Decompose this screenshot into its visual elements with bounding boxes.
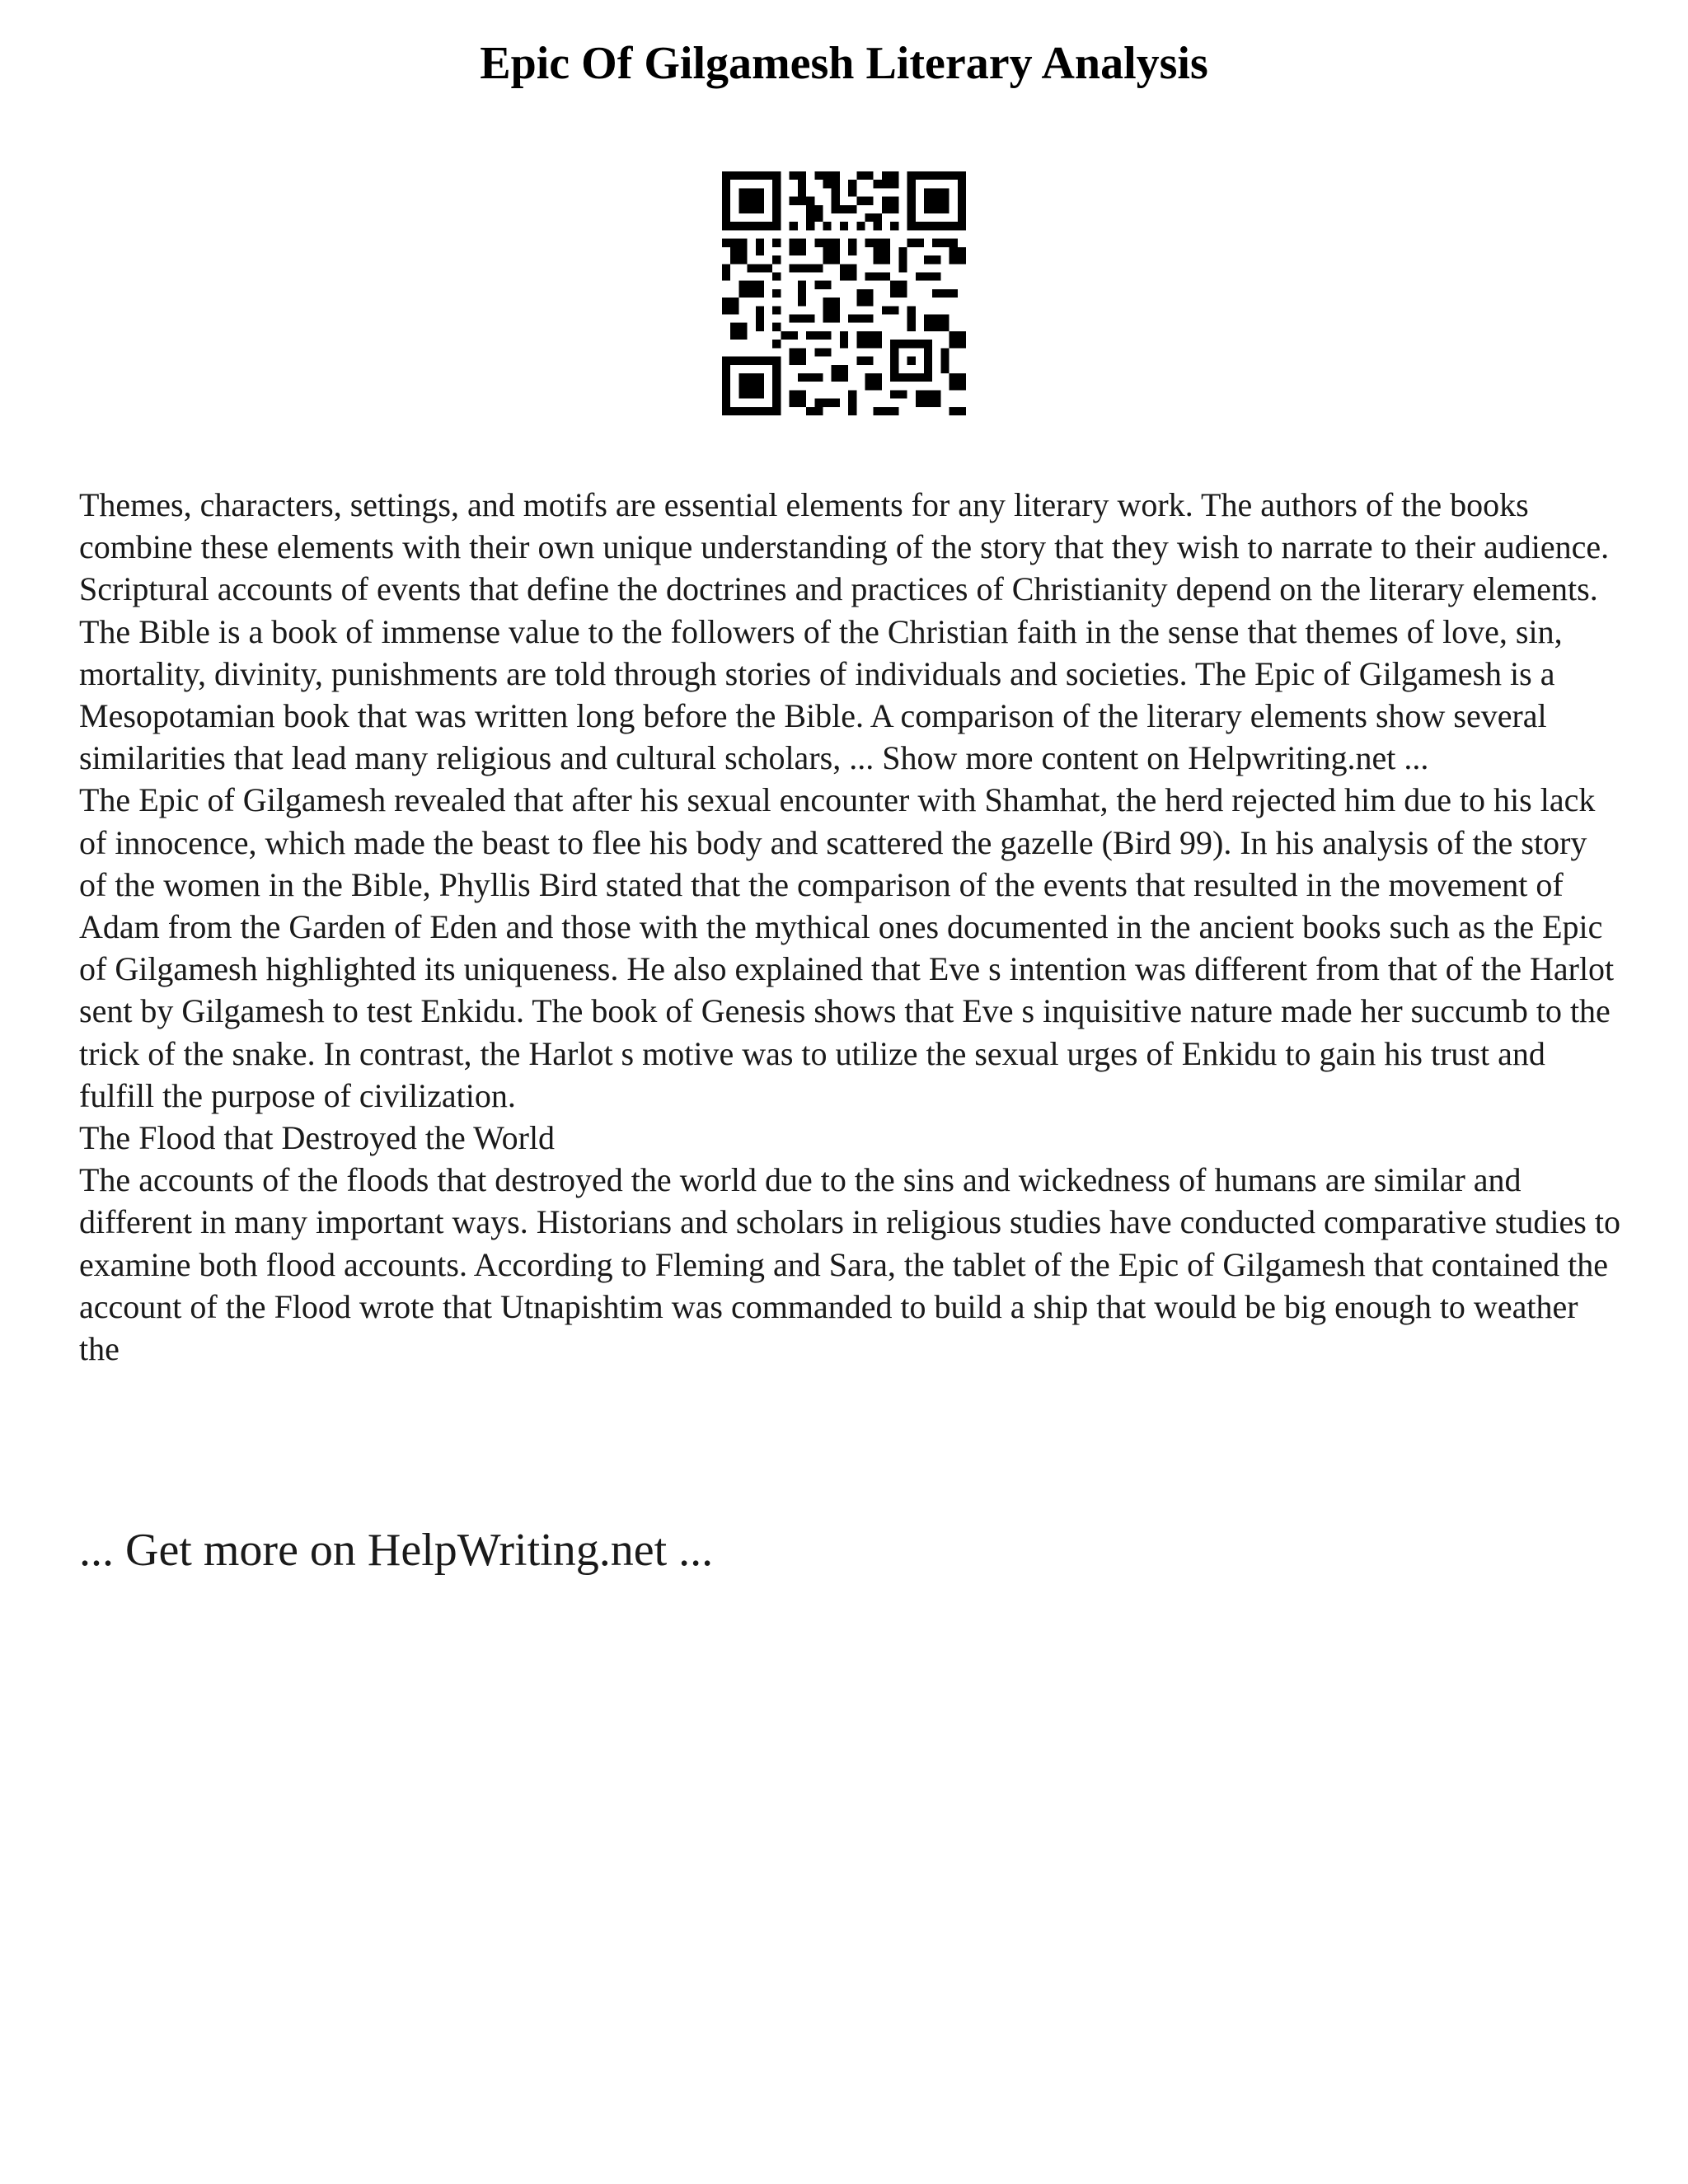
qr-code-icon: [722, 171, 966, 415]
document-title: Epic Of Gilgamesh Literary Analysis: [480, 38, 1208, 89]
paragraph-intro: Themes, characters, settings, and motifs are essential elements for any literary work. The authors of the books combine these elements with their own unique understanding of the story that they wish to narrate to their audience. Scriptural accounts of events that define the doctrines and practices of Christianity depend on the literary elements. The Bible is a book of immense value to the followers of the Christian faith in the sense that themes of love, sin, mortality, divinity, punishments are told through stories of individuals and societies. The Epic of Gilgamesh is a Mesopotamian book that was written long before the Bible. A comparison of the literary elements show several similarities that lead many religious and cultural scholars, ... Show more content on Helpwriting.net ...: [79, 486, 1610, 777]
get-more-link[interactable]: ... Get more on HelpWriting.net ...: [79, 1525, 714, 1576]
article-body: [79, 484, 1622, 1370]
paragraph-shamhat: The Epic of Gilgamesh revealed that after his sexual encounter with Shamhat, the herd rejected him due to his lack of innocence, which made the beast to flee his body and scattered the gazelle (Bird 99). In his analysis of the story of the women in the Bible, Phyllis Bird stated that the comparison of the events that resulted in the movement of Adam from the Garden of Eden and those with the mythical ones documented in the ancient books such as the Epic of Gilgamesh highlighted its uniqueness. He also explained that Eve s intention was different from that of the Harlot sent by Gilgamesh to test Enkidu. The book of Genesis shows that Eve s inquisitive nature made her succumb to the trick of the snake. In contrast, the Harlot s motive was to utilize the sexual urges of Enkidu to gain his trust and fulfill the purpose of civilization.: [79, 781, 1615, 1114]
section-heading-flood: The Flood that Destroyed the World: [79, 1119, 556, 1157]
paragraph-flood: The accounts of the floods that destroyed the world due to the sins and wickedness of humans are similar and different in many important ways. Historians and scholars in religious studies have conducted comparative studies to examine both flood accounts. According to Fleming and Sara, the tablet of the Epic of Gilgamesh that contained the account of the Flood wrote that Utnapishtim was commanded to build a ship that would be big enough to weather the: [79, 1161, 1620, 1368]
